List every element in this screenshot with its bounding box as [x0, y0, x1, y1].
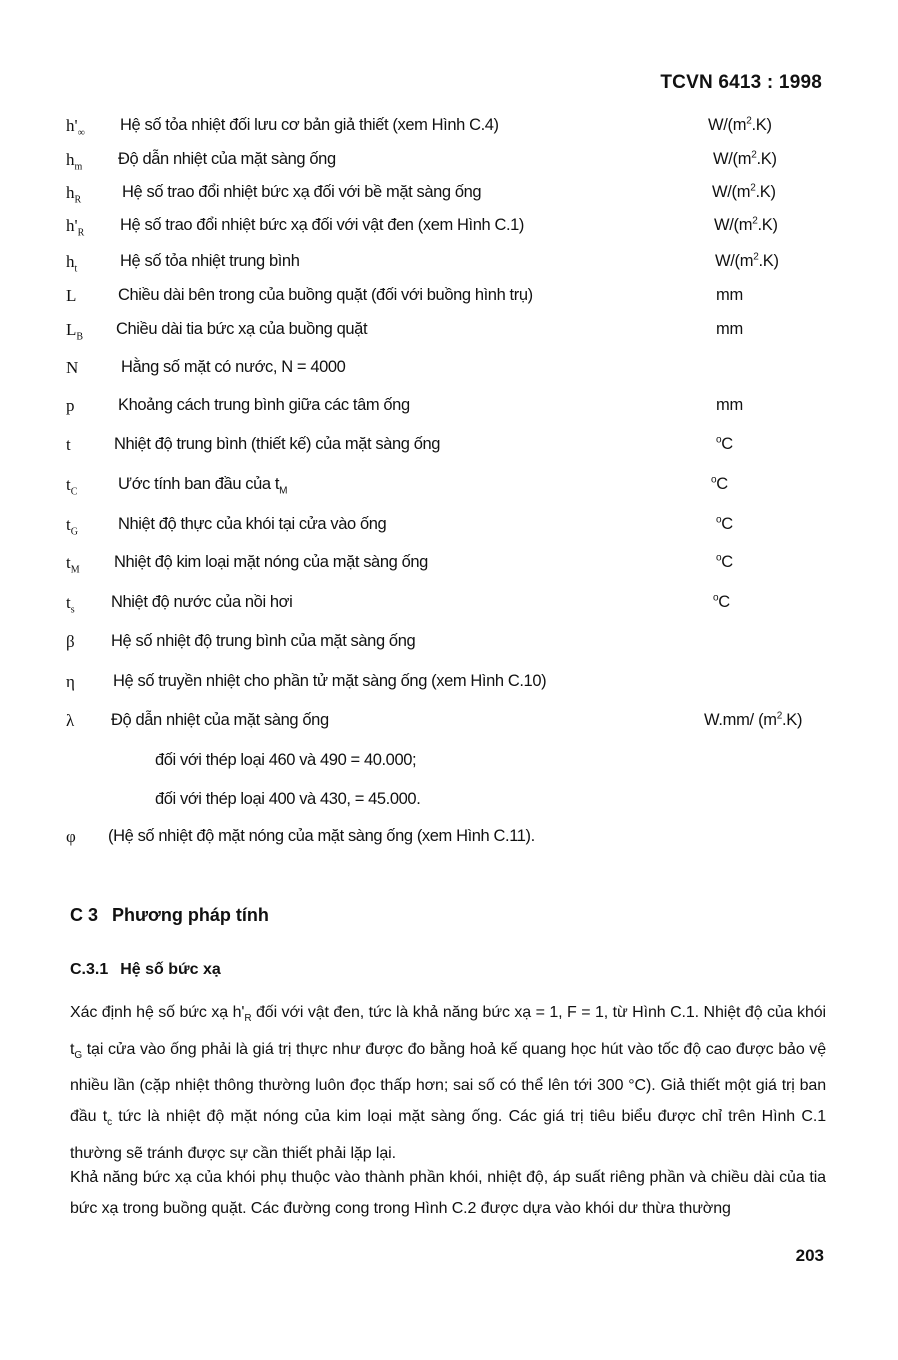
symbol-row-phi	[0, 827, 898, 853]
symbol-unit: $^o$C	[713, 592, 730, 611]
symbol-row-tg	[0, 515, 898, 541]
symbol-description: Nhiệt độ nước của nồi hơi	[111, 593, 293, 611]
symbol: $h_t$	[66, 252, 78, 275]
symbol-unit: $W/(m^2.K)$	[708, 115, 772, 134]
symbol-row-h-prime-r	[0, 216, 898, 242]
symbol-row-ht	[0, 252, 898, 278]
symbol: $h_m$	[66, 150, 83, 173]
symbol-unit: $^o$C	[716, 514, 733, 533]
symbol-row-l	[0, 286, 898, 312]
paragraph-radiation-coefficient: Xác định hệ số bức xạ $h'_R$ đối với vật đen, tức là khả năng bức xạ = 1, F = 1, từ Hình C.1. Nhiệt độ của khói $t_G$ tại cửa vào ống phải là giá trị thực như được đo bằng hoả kế quang học hút vào tốc độ cao được bảo vệ nhiều lần (cặp nhiệt thông thường luôn đọc thấp hơn; sai số có thể lên tới 300 °C). Giả thiết một giá trị ban đầu $t_c$ tức là nhiệt độ mặt nóng của kim loại mặt sàng ống. Các giá trị tiêu biểu được chỉ trên Hình C.1 thường sẽ tránh được sự cần thiết phải lặp lại.	[70, 1004, 826, 1162]
symbol-row-t	[0, 435, 898, 461]
symbol: L	[66, 286, 77, 305]
symbol-unit: mm	[716, 396, 743, 414]
symbol: $t_s$	[66, 593, 75, 616]
symbol-row-beta	[0, 632, 898, 658]
symbol-row-n	[0, 358, 898, 384]
symbol-unit: mm	[716, 320, 743, 338]
symbol-unit: $^o$C	[716, 552, 733, 571]
subsection-title: Hệ số bức xạ	[120, 961, 221, 978]
symbol-unit: $W/(m^2.K)$	[712, 182, 776, 201]
symbol-description: Hệ số nhiệt độ trung bình của mặt sàng ống	[111, 632, 416, 650]
symbol: $h'_R$	[66, 216, 85, 239]
symbol-unit: $^o$C	[716, 434, 733, 453]
symbol: $t_C$	[66, 475, 78, 498]
symbol-description: Chiều dài bên trong của buồng quặt (đối với buồng hình trụ)	[118, 286, 533, 304]
symbol: $h'_\infty$	[66, 116, 85, 139]
page-number: 203	[795, 1246, 824, 1265]
symbol-row-eta	[0, 672, 898, 698]
lambda-value-line: đối với thép loại 400 và 430, = 45.000.	[155, 790, 421, 808]
symbol: p	[66, 396, 75, 415]
symbol-description: Hệ số trao đổi nhiệt bức xạ đối với vật đen (xem Hình C.1)	[120, 216, 525, 234]
paragraph-smoke-emissivity: Khả năng bức xạ của khói phụ thuộc vào thành phần khói, nhiệt độ, áp suất riêng phần và chiều dài của tia bức xạ trong buồng quặt. Các đường cong trong Hình C.2 được dựa vào khói dư thừa thường	[70, 1169, 826, 1217]
symbol-description: Hệ số truyền nhiệt cho phần tử mặt sàng ống (xem Hình C.10)	[113, 672, 547, 690]
symbol: $L_B$	[66, 320, 84, 343]
symbol-description: Hệ số trao đổi nhiệt bức xạ đối với bề mặt sàng ống	[122, 183, 482, 201]
symbol-row-tm	[0, 553, 898, 579]
section-heading	[70, 905, 269, 926]
lambda-value-line: đối với thép loại 460 và 490 = 40.000;	[155, 751, 417, 769]
symbol-description: Khoảng cách trung bình giữa các tâm ống	[118, 396, 410, 414]
symbol: λ	[66, 711, 75, 730]
symbol-row-lambda	[0, 711, 898, 737]
symbol-description: Nhiệt độ trung bình (thiết kế) của mặt sàng ống	[114, 435, 441, 453]
symbol-unit: $^o$C	[711, 474, 728, 493]
symbol-description: Hệ số tỏa nhiệt đối lưu cơ bản giả thiết (xem Hình C.4)	[120, 116, 499, 134]
symbol-row-hm	[0, 150, 898, 176]
symbol-row-lb	[0, 320, 898, 346]
symbol-description: Ước tính ban đầu của $t_M$	[118, 475, 287, 497]
symbol-unit: mm	[716, 286, 743, 304]
symbol: t	[66, 435, 71, 454]
symbol-unit: $W/(m^2.K)$	[714, 215, 778, 234]
symbol-description: Nhiệt độ thực của khói tại cửa vào ống	[118, 515, 387, 533]
symbol-description: (Hệ số nhiệt độ mặt nóng của mặt sàng ống (xem Hình C.11).	[108, 827, 535, 845]
symbol: $t_G$	[66, 515, 78, 538]
symbol-unit: $W/(m^2.K)$	[713, 149, 777, 168]
symbol: $t_M$	[66, 553, 80, 576]
subsection-number: C.3.1	[70, 961, 109, 978]
symbol-row-p	[0, 396, 898, 422]
symbol: β	[66, 632, 75, 651]
section-number: C 3	[70, 905, 99, 925]
symbol-row-h-prime-inf	[0, 116, 898, 142]
symbol-row-hr	[0, 183, 898, 209]
symbol-unit: W.mm/ $(m^2.K)$	[704, 710, 803, 729]
symbol-row-tc	[0, 475, 898, 501]
symbol-unit: $W/(m^2.K)$	[715, 251, 779, 270]
symbol: N	[66, 358, 79, 377]
symbol-description: Độ dẫn nhiệt của mặt sàng ống	[118, 150, 336, 168]
subsection-heading	[70, 961, 221, 979]
symbol-description: Chiều dài tia bức xạ của buồng quặt	[116, 320, 368, 338]
section-title: Phương pháp tính	[112, 905, 269, 925]
symbol-row-ts	[0, 593, 898, 619]
symbol: $h_R$	[66, 183, 82, 206]
symbol-description: Độ dẫn nhiệt của mặt sàng ống	[111, 711, 329, 729]
symbol-description: Hệ số tỏa nhiệt trung bình	[120, 252, 300, 270]
symbol-description: Hằng số mặt có nước, N = 4000	[121, 358, 346, 376]
symbol-description: Nhiệt độ kim loại mặt nóng của mặt sàng ống	[114, 553, 428, 571]
symbol: φ	[66, 827, 76, 846]
symbol: η	[66, 672, 75, 691]
standard-header: TCVN 6413 : 1998	[660, 72, 822, 93]
